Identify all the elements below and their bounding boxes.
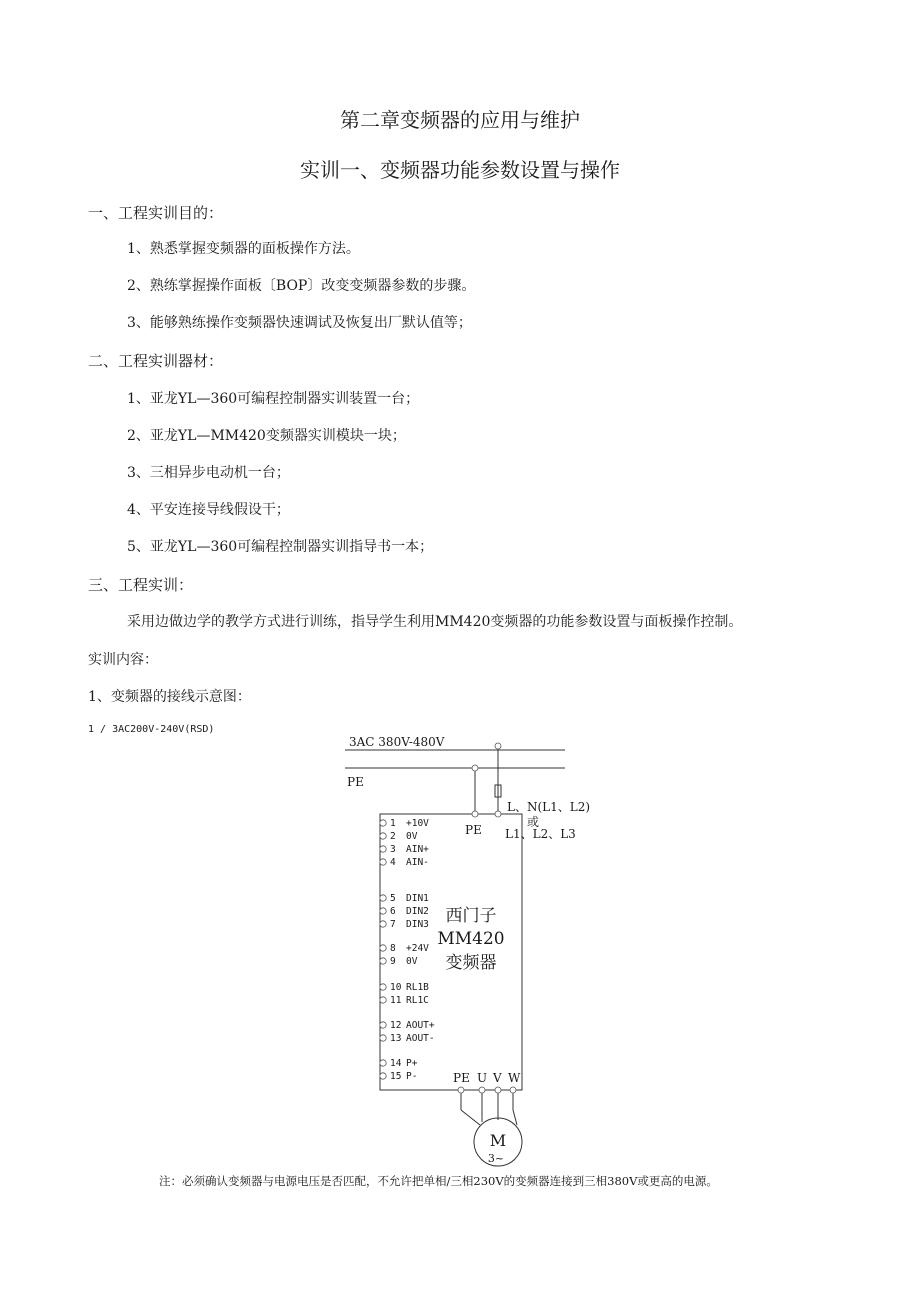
terminal-number: 2 [390,831,396,842]
diagram-caption: 1、变频器的接线示意图： [88,689,251,705]
section-heading-training: 三、工程实训： [88,576,194,594]
terminal-name: +10V [406,818,429,829]
terminal-connector-icon [380,895,386,901]
terminal-connector-icon [380,997,386,1003]
chapter-title: 第二章变频器的应用与维护 [340,108,580,132]
list-item: 1、熟悉掌握变频器的面板操作方法。 [127,241,360,257]
terminal-connector-icon [380,958,386,964]
supply-label: 3AC 380V-480V [349,735,445,749]
terminal-name: +24V [406,943,429,954]
terminal-number: 12 [390,1020,402,1031]
terminal-name: P+ [406,1058,418,1069]
terminal-strip [380,818,435,1082]
terminal-name: DIN3 [406,919,429,930]
output-label-pe: PE [453,1071,470,1085]
output-label-v: V [493,1071,502,1085]
list-item: 3、三相异步电动机一台； [127,465,290,481]
terminal-number: 15 [390,1071,402,1082]
terminal-number: 5 [390,893,396,904]
motor-sub-label: 3~ [487,1152,505,1165]
list-item: 1、亚龙YL—360可编程控制器实训装置一台； [127,391,420,407]
terminal-name: RL1B [406,982,429,993]
list-item: 2、熟练掌握操作面板〔BOP〕改变变频器参数的步骤。 [127,278,476,294]
list-item: 4、平安连接导线假设干； [127,502,290,518]
terminal-number: 1 [390,818,396,829]
device-name-model: MM420 [437,929,505,949]
terminal-connector-icon [380,921,386,927]
list-item: 3、能够熟练操作变频器快速调试及恢复出厂默认值等； [127,315,472,331]
device-name-brand: 西门子 [445,906,497,926]
terminal-name: RL1C [406,995,429,1006]
output-label-u: U [477,1071,488,1085]
terminal-connector-icon [380,859,386,865]
section-heading-objectives: 一、工程实训目的： [88,204,224,222]
terminal-connector-icon [380,1022,386,1028]
terminal-name: AOUT+ [406,1020,435,1031]
terminal-name: P- [406,1071,418,1082]
input-label-three-phase: L1、L2、L3 [505,827,576,841]
content-label: 实训内容： [88,652,158,668]
terminal-number: 3 [390,844,396,855]
terminal-number: 7 [390,919,396,930]
terminal-name: 0V [406,956,418,967]
terminal-connector-icon [380,984,386,990]
terminal-connector-icon [380,846,386,852]
terminal-name: AIN- [406,857,429,868]
motor-label: M [489,1131,507,1150]
terminal-connector-icon [380,833,386,839]
training-paragraph: 采用边做边学的教学方式进行训练，指导学生利用MM420变频器的功能参数设置与面板操作控制。 [127,614,743,630]
terminal-name: AIN+ [406,844,429,855]
diagram-side-label: 1 / 3AC200V-240V(RSD) [88,724,215,735]
pe-terminal-label: PE [465,823,482,837]
terminal-number: 11 [390,995,402,1006]
list-item: 2、亚龙YL—MM420变频器实训模块一块； [127,428,406,444]
terminal-name: AOUT- [406,1033,435,1044]
terminal-number: 10 [390,982,402,993]
device-name-type: 变频器 [445,953,497,973]
terminal-name: 0V [406,831,418,842]
terminal-connector-icon [380,1073,386,1079]
terminal-connector-icon [380,820,386,826]
input-label-or: 或 [527,815,540,829]
terminal-number: 9 [390,956,396,967]
terminal-number: 4 [390,857,396,868]
terminal-connector-icon [380,1060,386,1066]
terminal-number: 14 [390,1058,402,1069]
output-label-w: W [508,1071,521,1085]
lesson-title: 实训一、变频器功能参数设置与操作 [300,158,620,182]
list-item: 5、亚龙YL—360可编程控制器实训指导书一本； [127,539,434,555]
section-heading-equipment: 二、工程实训器材： [88,352,224,370]
input-label-single-phase: L、N(L1、L2) [507,800,591,814]
terminal-name: DIN2 [406,906,429,917]
terminal-connector-icon [380,945,386,951]
terminal-name: DIN1 [406,893,429,904]
terminal-number: 8 [390,943,396,954]
terminal-number: 13 [390,1033,402,1044]
terminal-connector-icon [380,1035,386,1041]
pe-line-label: PE [347,775,364,789]
terminal-number: 6 [390,906,396,917]
terminal-connector-icon [380,908,386,914]
note: 注：必须确认变频器与电源电压是否匹配，不允许把单相/三相230V的变频器连接到三相380V或更高的电源。 [159,1174,718,1188]
